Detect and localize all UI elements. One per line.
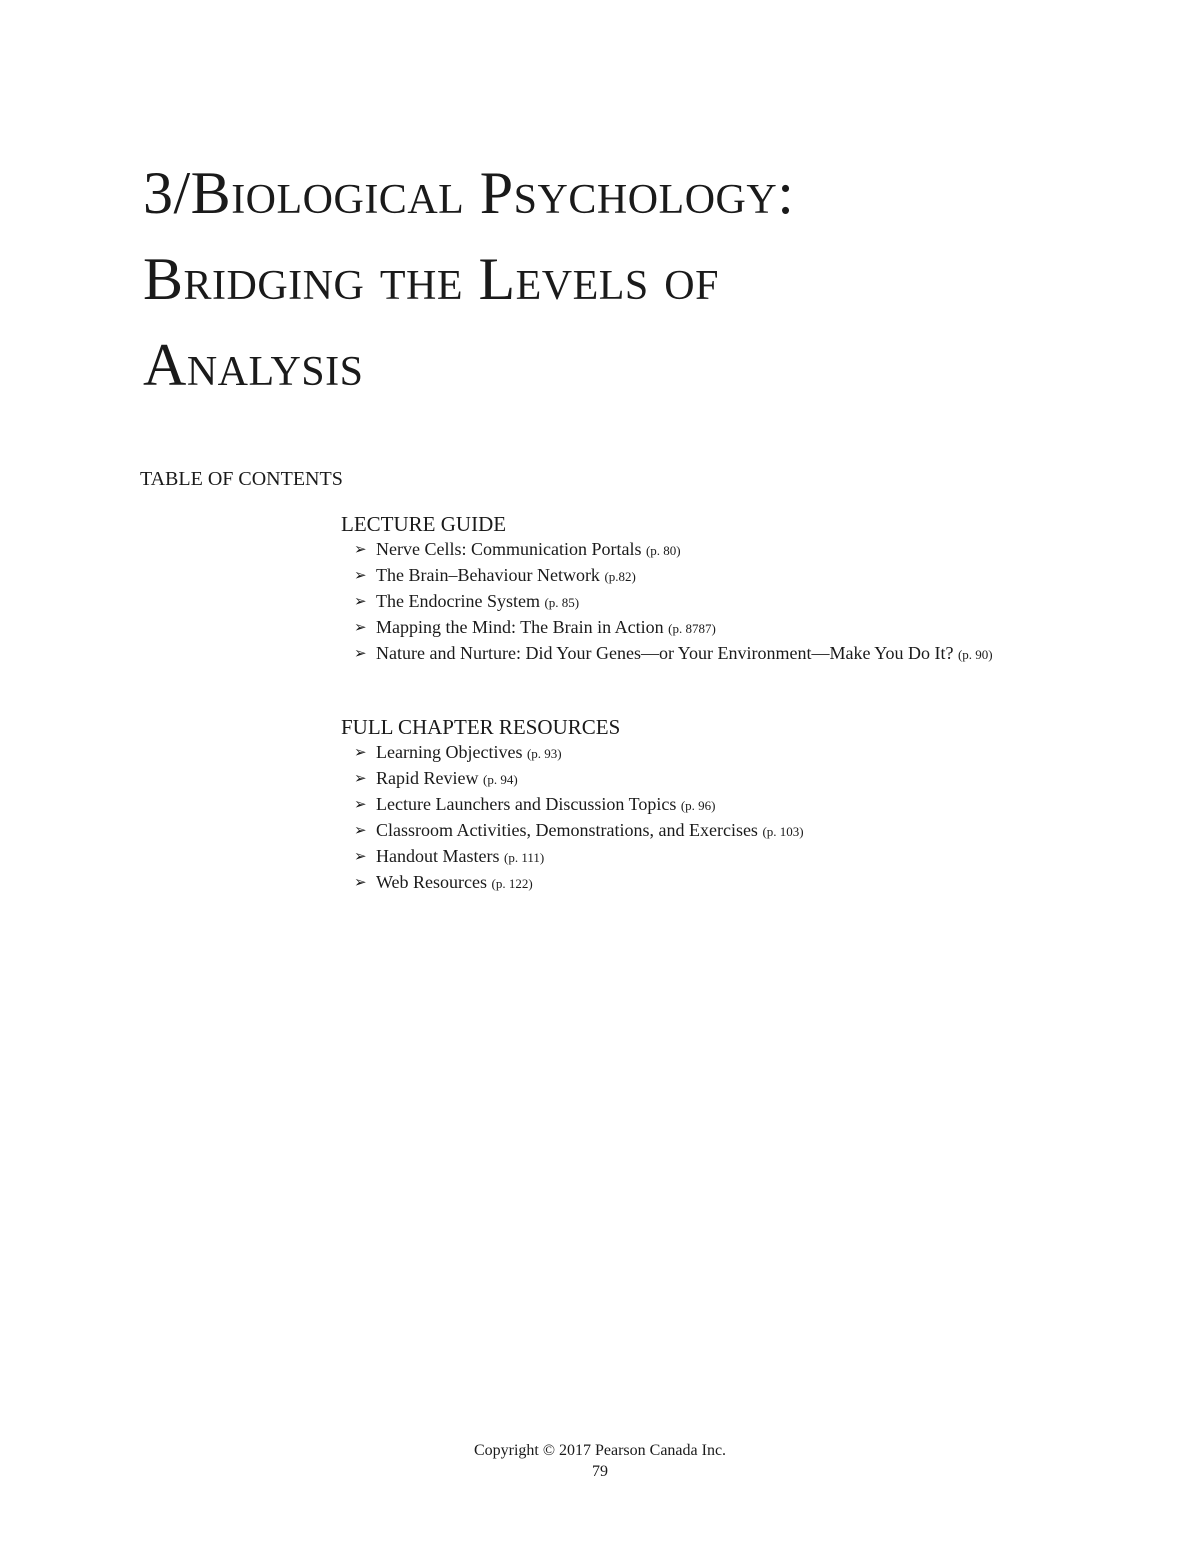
page-reference: (p. 96): [680, 798, 716, 813]
list-item: [341, 589, 1101, 615]
list-item: [341, 792, 1101, 818]
list-item: [341, 641, 1101, 667]
page-number: 79: [592, 1463, 608, 1480]
chapter-title-line-3: Analysis: [143, 332, 364, 398]
chapter-title-line-1: 3/Biological Psychology:: [143, 160, 795, 226]
item-text: Nature and Nurture: Did Your Genes—or Your Environment—Make You Do It?: [376, 643, 954, 663]
item-text: Classroom Activities, Demonstrations, and Exercises: [376, 820, 758, 840]
copyright-notice: Copyright © 2017 Pearson Canada Inc.: [473, 1442, 727, 1459]
page-reference: (p. 8787): [668, 621, 716, 636]
lecture-guide-list: [341, 537, 1101, 667]
page-reference: (p. 103): [762, 824, 804, 839]
page-reference: (p. 90): [957, 647, 993, 662]
item-text: Lecture Launchers and Discussion Topics: [376, 794, 677, 814]
page-reference: (p. 85): [544, 595, 580, 610]
item-text: The Endocrine System: [376, 591, 540, 611]
list-item: [341, 870, 1101, 896]
list-item: [341, 563, 1101, 589]
lecture-guide-section: [341, 511, 1101, 667]
list-item: [341, 537, 1101, 563]
list-item: [341, 615, 1101, 641]
full-chapter-resources-title: FULL CHAPTER RESOURCES: [341, 715, 621, 739]
item-text: Web Resources: [376, 872, 488, 892]
full-chapter-resources-list: [341, 740, 1101, 896]
page-reference: (p. 94): [482, 772, 518, 787]
chapter-title-line-2: Bridging the Levels of: [143, 246, 719, 312]
item-text: Handout Masters: [376, 846, 500, 866]
list-item: [341, 844, 1101, 870]
arrowhead-bullet-icon: ➢: [354, 540, 367, 558]
arrowhead-bullet-icon: ➢: [354, 743, 367, 761]
full-chapter-resources-section: [341, 714, 1101, 896]
page-reference: (p. 111): [503, 850, 545, 865]
arrowhead-bullet-icon: ➢: [354, 769, 367, 787]
item-text: Rapid Review: [376, 768, 479, 788]
item-text: Learning Objectives: [376, 742, 523, 762]
arrowhead-bullet-icon: ➢: [354, 618, 367, 636]
arrowhead-bullet-icon: ➢: [354, 644, 367, 662]
arrowhead-bullet-icon: ➢: [354, 795, 367, 813]
arrowhead-bullet-icon: ➢: [354, 592, 367, 610]
arrowhead-bullet-icon: ➢: [354, 821, 367, 839]
page-reference: (p. 93): [526, 746, 562, 761]
table-of-contents-heading: TABLE OF CONTENTS: [140, 468, 343, 490]
list-item: [341, 766, 1101, 792]
page-reference: (p. 80): [645, 543, 681, 558]
chapter-title: [143, 150, 1103, 408]
item-text: The Brain–Behaviour Network: [376, 565, 600, 585]
lecture-guide-title: LECTURE GUIDE: [341, 512, 507, 536]
item-text: Mapping the Mind: The Brain in Action: [376, 617, 664, 637]
arrowhead-bullet-icon: ➢: [354, 566, 367, 584]
item-text: Nerve Cells: Communication Portals: [376, 539, 642, 559]
list-item: [341, 740, 1101, 766]
page-reference: (p.82): [604, 569, 636, 584]
arrowhead-bullet-icon: ➢: [354, 873, 367, 891]
page-reference: (p. 122): [491, 876, 533, 891]
arrowhead-bullet-icon: ➢: [354, 847, 367, 865]
list-item: [341, 818, 1101, 844]
